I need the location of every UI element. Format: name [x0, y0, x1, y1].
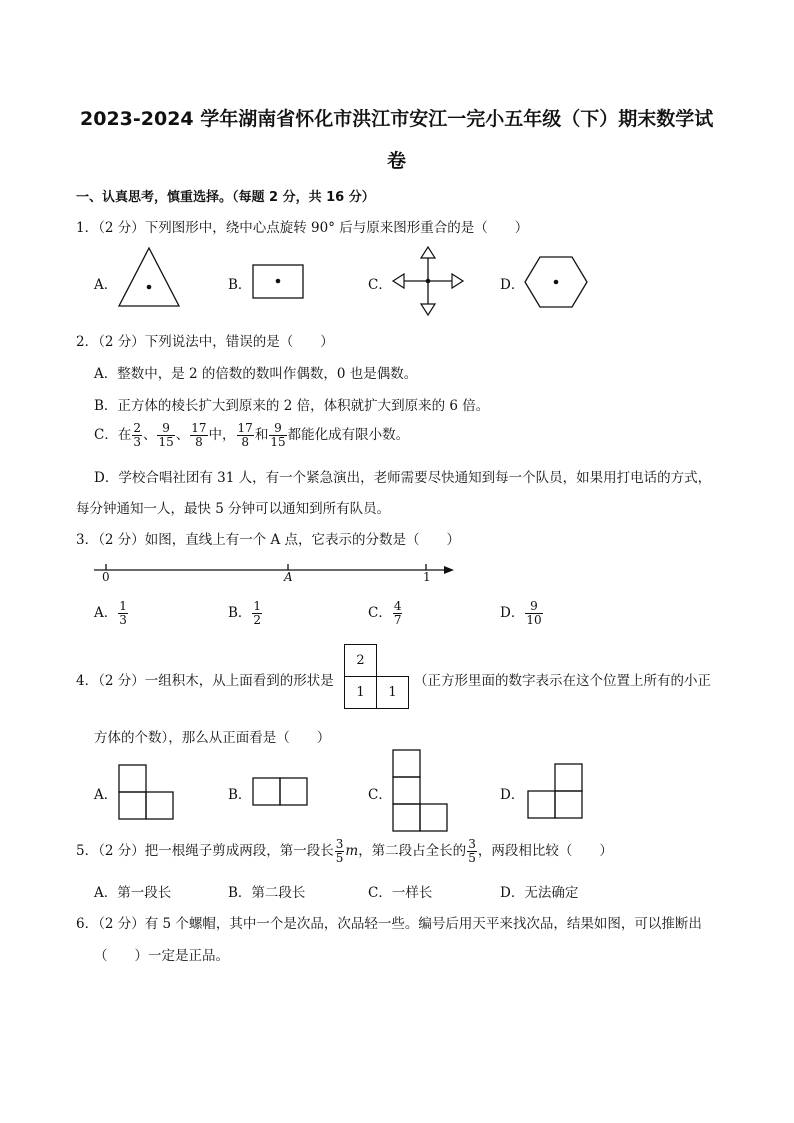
q5-option-b: B．第二段长 — [228, 885, 306, 901]
front-view-d — [527, 763, 583, 819]
question-6-line1: 6．（2 分）有 5 个螺帽，其中一个是次品，次品轻一些。编号后用天平来找次品，结果如图，可以推断出 — [76, 916, 702, 932]
question-4-stem-line2: 方体的个数），那么从正面看是（ ） — [94, 730, 331, 746]
rectangle-figure — [252, 264, 304, 300]
q1-option-b-label: B． — [228, 277, 252, 293]
top-view-cell: 1 — [376, 676, 409, 709]
top-view-cell: 1 — [344, 676, 377, 709]
question-4-stem-pre: 4．（2 分）一组积木，从上面看到的形状是 — [76, 673, 334, 689]
q3-option-a: A． $\frac{1}{3}$ — [94, 599, 127, 627]
q4-option-a-label: A． — [94, 787, 118, 803]
front-view-c — [392, 749, 448, 832]
q5-option-c: C．一样长 — [368, 885, 433, 901]
q4-option-b-label: B． — [228, 787, 252, 803]
section-heading: 一、认真思考，慎重选择。（每题 2 分，共 16 分） — [76, 190, 375, 205]
q2-option-c: C．在 $\frac{2}{3}$ 、 $\frac{9}{15}$ 、 $\frac{17}{8}$ 中， $\frac{17}{8}$ 和 $\frac{9}{15}$ 都能化成有限小数。 — [94, 421, 410, 449]
hexagon-figure — [524, 256, 588, 308]
q5-option-d: D．无法确定 — [500, 885, 579, 901]
page-title-cont: 卷 — [387, 150, 407, 172]
q3-option-b: B． $\frac{1}{2}$ — [228, 599, 262, 627]
front-view-a — [118, 764, 174, 820]
question-2-stem: 2．（2 分）下列说法中，错误的是（ ） — [76, 334, 334, 350]
arrow-cross-figure — [392, 246, 464, 316]
q1-option-d-label: D． — [500, 277, 525, 293]
question-5-stem: 5．（2 分）把一根绳子剪成两段，第一段长 $\frac{3}{5}$ m，第二段占全长的 $\frac{3}{5}$ ，两段相比较（ ） — [76, 837, 613, 865]
q1-option-c-label: C． — [368, 277, 392, 293]
q2-option-d-line2: 每分钟通知一人，最快 5 分钟可以通知到所有队员。 — [76, 501, 391, 517]
q2-option-b: B．正方体的棱长扩大到原来的 2 倍，体积就扩大到原来的 6 倍。 — [94, 398, 490, 414]
tick-label-0: 0 — [102, 570, 110, 584]
top-view-cell: 2 — [344, 644, 377, 677]
q2-option-a: A．整数中，是 2 的倍数的数叫作偶数，0 也是偶数。 — [94, 366, 418, 382]
q5-option-a: A．第一段长 — [94, 885, 172, 901]
question-3-stem: 3．（2 分）如图，直线上有一个 A 点，它表示的分数是（ ） — [76, 532, 461, 548]
question-6-line2: （ ）一定是正品。 — [94, 948, 229, 964]
question-1-stem: 1．（2 分）下列图形中，绕中心点旋转 90° 后与原来图形重合的是（ ） — [76, 220, 529, 236]
q4-option-d-label: D． — [500, 787, 525, 803]
q3-option-d: D． $\frac{9}{10}$ — [500, 599, 542, 627]
tick-label-a: A — [284, 570, 293, 584]
number-line — [94, 560, 456, 572]
q3-option-c: C． $\frac{4}{7}$ — [368, 599, 402, 627]
q4-option-c-label: C． — [368, 787, 392, 803]
page-title: 2023-2024 学年湖南省怀化市洪江市安江一完小五年级（下）期末数学试 — [80, 108, 714, 130]
front-view-b — [252, 777, 308, 806]
tick-label-1: 1 — [423, 570, 431, 584]
q2-option-d-line1: D．学校合唱社团有 31 人，有一个紧急演出，老师需要尽快通知到每一个队员，如果用打电话的方式， — [94, 470, 712, 486]
q1-option-a-label: A． — [94, 277, 118, 293]
question-4-stem-post: （正方形里面的数字表示在这个位置上所有的小正 — [414, 673, 711, 689]
triangle-figure — [116, 246, 182, 310]
